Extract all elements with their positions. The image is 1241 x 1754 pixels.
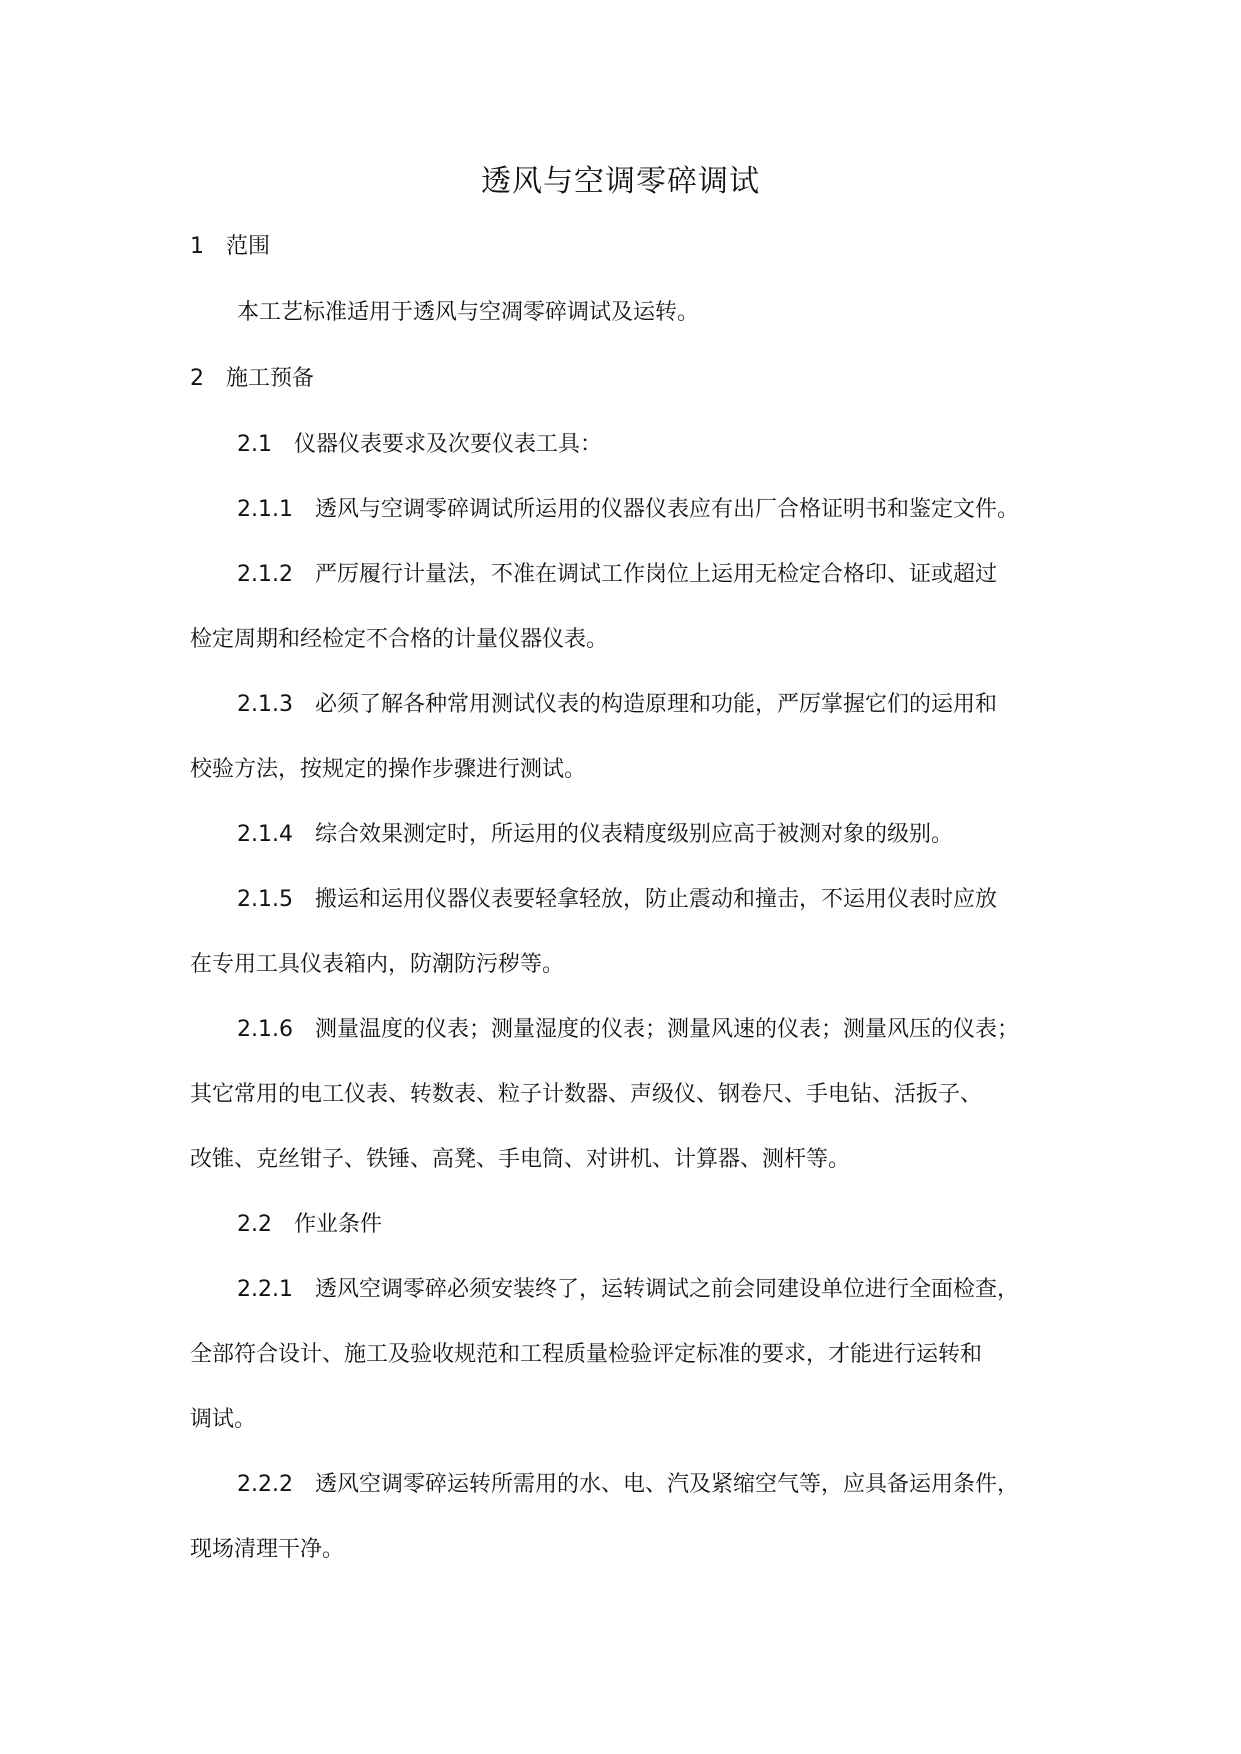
- clause-2-1-3-continuation: 校验方法，按规定的操作步骤进行测试。: [190, 757, 587, 782]
- clause-text: 测量温度的仪表；测量湿度的仪表；测量风速的仪表；测量风压的仪表；: [314, 1017, 1019, 1042]
- clause-text: 必须了解各种常用测试仪表的构造原理和功能，严厉掌握它们的运用和: [314, 692, 997, 717]
- paragraph-1: 本工艺标准适用于透风与空凋零碎调试及运转。: [237, 300, 700, 325]
- clause-number: 2.1.4: [237, 822, 293, 847]
- clause-2-2-1-continuation-2: 调试。: [190, 1407, 257, 1432]
- section-heading-1: [190, 231, 270, 263]
- clause-text: 透风与空调零碎调试所运用的仪器仪表应有出厂合格证明书和鉴定文件。: [314, 497, 1019, 522]
- clause-number: 2.2: [237, 1212, 272, 1237]
- section-title: 施工预备: [226, 366, 315, 391]
- clause-2-1-6: [237, 1014, 1019, 1046]
- clause-2-1-2-continuation: 检定周期和经检定不合格的计量仪器仪表。: [190, 627, 609, 652]
- section-number: 2: [190, 366, 204, 391]
- subsection-2-1: [237, 429, 602, 461]
- clause-number: 2.1.3: [237, 692, 293, 717]
- section-title: 范围: [226, 234, 271, 259]
- section-heading-2: [190, 363, 314, 395]
- clause-2-1-6-continuation-1: 其它常用的电工仪表、转数表、粒子计数器、声级仪、钢卷尺、手电钻、活扳子、: [190, 1082, 983, 1107]
- clause-2-2-1: [237, 1274, 1019, 1306]
- clause-2-2-1-continuation-1: 全部符合设计、施工及验收规范和工程质量检验评定标准的要求，才能进行运转和: [190, 1342, 983, 1367]
- clause-number: 2.1.1: [237, 497, 293, 522]
- clause-text: 仪器仪表要求及次要仪表工具：: [294, 432, 603, 457]
- clause-number: 2.1: [237, 432, 272, 457]
- clause-2-2-2-continuation: 现场清理干净。: [190, 1537, 345, 1562]
- clause-number: 2.2.1: [237, 1277, 293, 1302]
- clause-number: 2.1.2: [237, 562, 293, 587]
- clause-2-1-2: [237, 559, 997, 591]
- clause-number: 2.2.2: [237, 1472, 293, 1497]
- clause-text: 综合效果测定时，所运用的仪表精度级别应高于被测对象的级别。: [314, 822, 953, 847]
- clause-2-1-1: [237, 494, 1019, 526]
- clause-2-1-4: [237, 819, 953, 851]
- document-title: 透风与空调零碎调试: [481, 164, 760, 199]
- clause-2-1-3: [237, 689, 997, 721]
- clause-2-1-5-continuation: 在专用工具仪表箱内，防潮防污秽等。: [190, 952, 565, 977]
- clause-2-1-6-continuation-2: 改锥、克丝钳子、铁锤、高凳、手电筒、对讲机、计算器、测杆等。: [190, 1147, 851, 1172]
- clause-number: 2.1.5: [237, 887, 293, 912]
- clause-2-1-5: [237, 884, 997, 916]
- clause-text: 搬运和运用仪器仪表要轻拿轻放，防止震动和撞击，不运用仪表时应放: [314, 887, 997, 912]
- section-number: 1: [190, 234, 204, 259]
- clause-text: 作业条件: [294, 1212, 383, 1237]
- clause-number: 2.1.6: [237, 1017, 293, 1042]
- subsection-2-2: [237, 1209, 382, 1241]
- clause-text: 严厉履行计量法，不准在调试工作岗位上运用无检定合格印、证或超过: [314, 562, 997, 587]
- clause-text: 透风空调零碎运转所需用的水、电、汽及紧缩空气等，应具备运用条件，: [314, 1472, 1019, 1497]
- clause-text: 透风空调零碎必须安装终了，运转调试之前会同建设单位进行全面检查，: [314, 1277, 1019, 1302]
- clause-2-2-2: [237, 1469, 1019, 1501]
